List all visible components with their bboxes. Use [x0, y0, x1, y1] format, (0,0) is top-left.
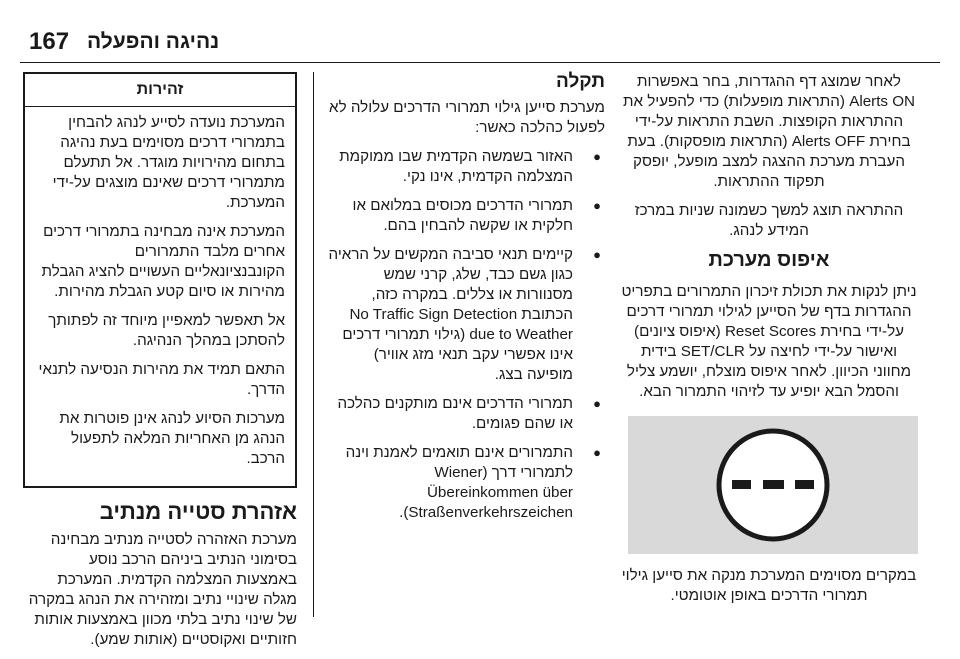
list-item: ● תמרורי הדרכים אינם מותקנים כהלכה או שהם פגומים. [325, 394, 605, 434]
caution-paragraph: מערכות הסיוע לנהג אינן פוטרות את הנהג מן האחריות המלאה לתפעול הרכב. [59, 410, 285, 467]
column-left [25, 72, 297, 659]
column-right [620, 72, 918, 615]
list-item: ● תמרורי הדרכים מכוסים במלואם או חלקית או שקשה להבחין בהם. [325, 196, 605, 236]
malfunction-heading: תקלה [555, 71, 605, 92]
alert-duration-paragraph: ההתראה תוצג למשך כשמונה שניות במרכז המידע לנהג. [634, 202, 904, 239]
list-item: ● התמרורים אינם תואמים לאמנת וינה לתמרורי דרך (Wiener Übereinkommen über Straßenverkehrszeichen). [325, 443, 605, 523]
page-number: 167 [29, 28, 70, 55]
column-divider [313, 72, 314, 617]
malfunction-intro: מערכת סייען גילוי תמרורי הדרכים עלולה לא לפעול כהלכה כאשר: [329, 99, 605, 136]
caution-paragraph: המערכת נועדה לסייע לנהג להבחין בתמרורי דרכים מסוימים בעת נהיגה בתחום מהירויות מוגדר. אל תתעלם מתמרורי דרכים שאינם מוצגים על-ידי המערכת. [52, 114, 285, 211]
header-rule [20, 62, 940, 63]
column-middle [325, 72, 605, 532]
auto-clear-paragraph: במקרים מסוימים המערכת מנקה את סייען גילוי תמרורי הדרכים באופן אוטומטי. [621, 567, 917, 604]
caution-box [23, 72, 297, 488]
caution-title: זהירות [25, 74, 295, 107]
list-item: ● האזור בשמשה הקדמית שבו ממוקמת המצלמה הקדמית, אינו נקי. [325, 147, 605, 187]
no-speed-limit-sign-icon [628, 416, 918, 554]
lane-departure-paragraph: מערכת האזהרה לסטייה מנתיב מבחינה בסימוני הנתיב ביניהם הרכב נוסע באמצעות המצלמה הקדמית. המערכת מגלה שינויי נתיב ומזהירה את הנהג במקרה של שינוי נתיב בלתי מכוון באמצעות אותות חזותיים ואקוסטיים (אותות שמע). [28, 531, 297, 648]
list-item: ● קיימים תנאי סביבה המקשים על הראיה כגון גשם כבד, שלג, קרני שמש מסנוורות או צללים. במקרה כזה, הכתובת No Traffic Sign Detection due to Weather (גילוי תמרורי דרכים אינו אפשרי עקב תנאי מזג אוויר) מופיעה בצג. [325, 245, 605, 385]
page-header-title: נהיגה והפעלה [87, 30, 220, 53]
caution-paragraph: המערכת אינה מבחינה בתמרורי דרכים אחרים מלבד התמרורים הקונבנציונאליים העשויים להציג הגבלת מהירות או סיום קטע הגבלת מהירות. [41, 223, 285, 300]
alerts-paragraph: לאחר שמוצג דף ההגדרות, בחר באפשרות Alerts ON (התראות מופעלות) כדי להפעיל את ההתראות הקופצות. השבת התראות על-ידי בחירת Alerts OFF (התראות מופסקות). בעת העברת מערכת ההצגה למצב מופעל, יופסק תפקוד ההתראות. [622, 73, 916, 190]
sign-illustration [628, 416, 918, 554]
malfunction-list [325, 147, 605, 523]
reset-paragraph: ניתן לנקות את תכולת זיכרון התמרורים בתפריט ההגדרות בדף של הסייען לגילוי תמרורי דרכים על-ידי בחירת Reset Scores (איפוס ציונים) ואישור על-ידי לחיצה על SET/CLR בידית מחווני הכיוון. לאחר איפוס מוצלח, יושמע צליל והסמל הבא יופיע עד לזיהוי התמרור הבא. [621, 283, 917, 400]
caution-body [25, 107, 295, 486]
caution-paragraph: אל תאפשר למאפיין מיוחד זה לפתותך להסתכן במהלך הנהיגה. [48, 312, 285, 349]
caution-paragraph: התאם תמיד את מהירות הנסיעה לתנאי הדרך. [38, 361, 285, 398]
system-reset-heading: איפוס מערכת [708, 249, 830, 271]
lane-departure-heading: אזהרת סטייה מנתיב [99, 499, 297, 524]
